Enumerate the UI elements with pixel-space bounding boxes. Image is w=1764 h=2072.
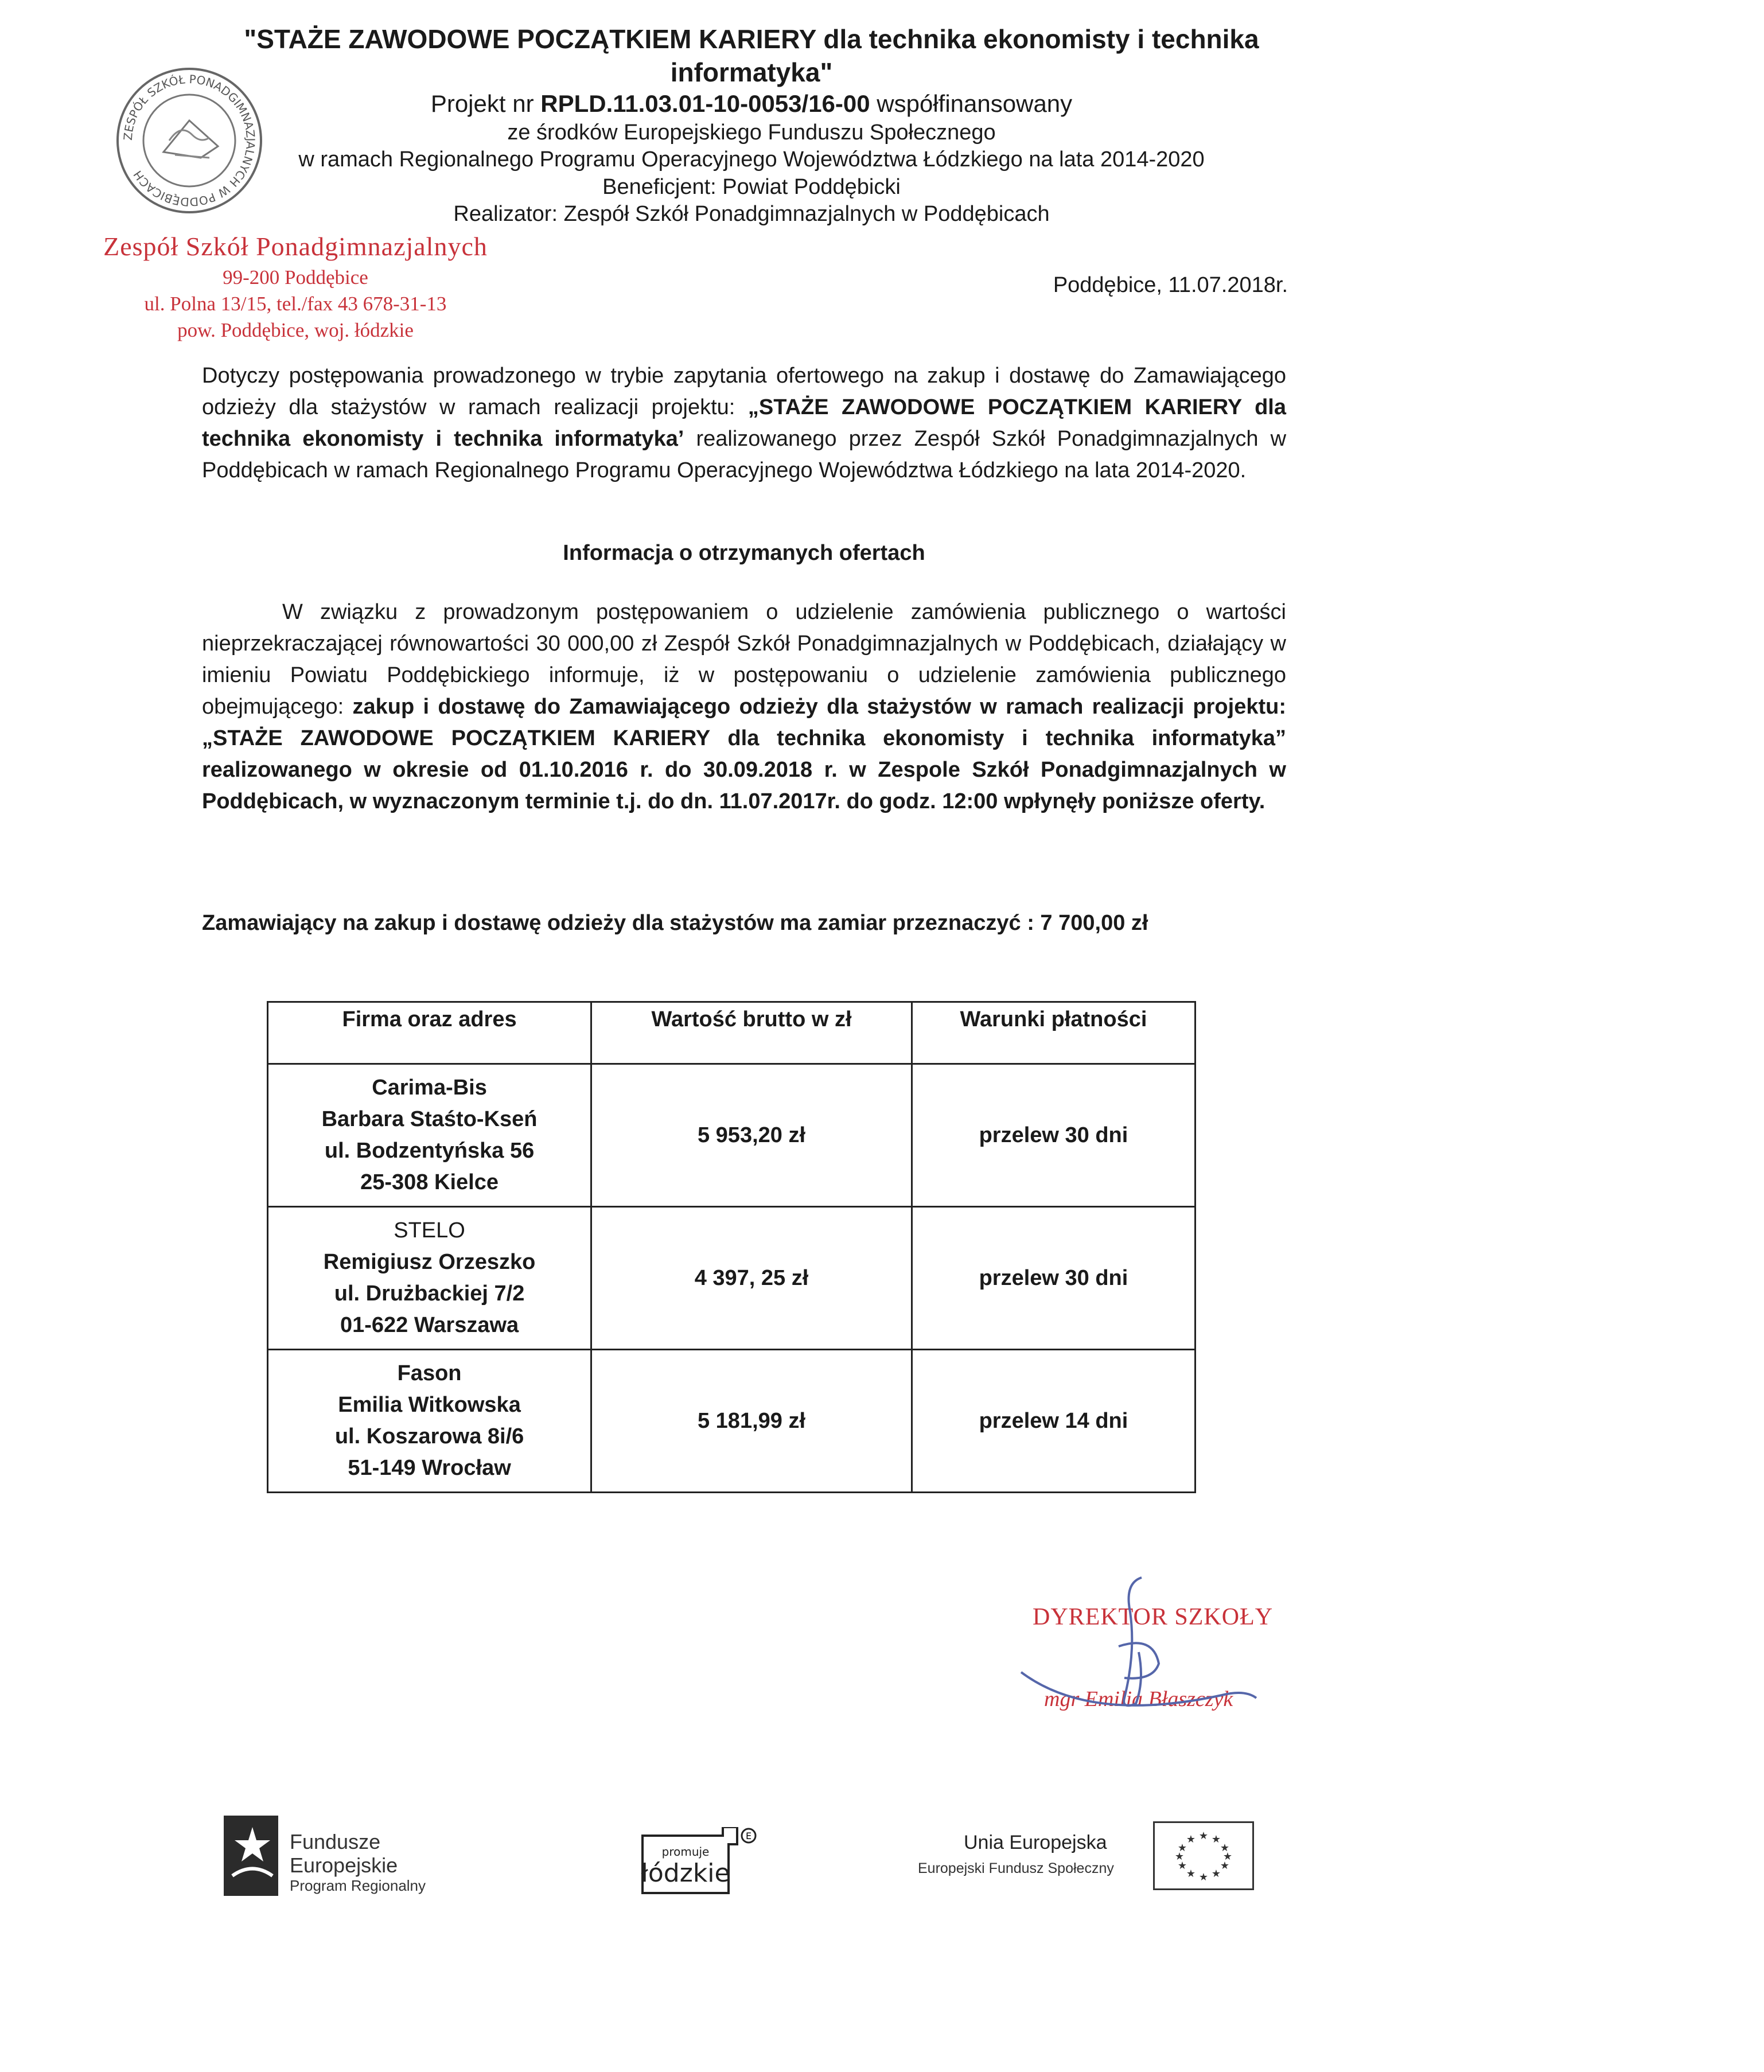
- budget-statement: Zamawiający na zakup i dostawę odzieży dla stażystów ma zamiar przeznaczyć : 7 700,00 zł: [202, 911, 1148, 935]
- stamp-region: pow. Poddębice, woj. łódzkie: [177, 319, 414, 342]
- body-paragraph: [202, 597, 1286, 817]
- firm-name: Carima-Bis: [372, 1076, 487, 1100]
- value-cell: 4 397, 25 zł: [591, 1207, 912, 1350]
- body-bold-text: zakup i dostawę do Zamawiającego odzieży dla stażystów w ramach realizacji projektu: „STAŻE ZAWODOWE POCZĄTKIEM KARIERY dla technika ekonomisty i technika informatyka” realizowanego w okresie od 01.10.2016 r. do 30.09.2018 r. w Zespole Szkół Ponadgimnazjalnych w Poddębicach, w wyznaczonym terminie t.j. do dn. 11.07.2017r. do godz. 12:00 wpłynęły poniższe oferty.: [202, 695, 1286, 813]
- value-cell: 5 181,99 zł: [591, 1350, 912, 1493]
- svg-text:★: ★: [1198, 1830, 1209, 1842]
- stamp-street: ul. Polna 13/15, tel./fax 43 678-31-13: [144, 292, 447, 315]
- header-line-implementer: Realizator: Zespół Szkół Ponadgimnazjalnych w Poddębicach: [453, 202, 1050, 226]
- firm-cell: [268, 1350, 591, 1493]
- fe-star-icon: [221, 1813, 281, 1899]
- project-title: "STAŻE ZAWODOWE POCZĄTKIEM KARIERY dla technika ekonomisty i technika informatyka": [244, 24, 1259, 87]
- intro-text-start: Dotyczy postępowania prowadzonego w trybie zapytania ofertowego na zakup i dostawę do Zamawiającego odzieży dla stażystów w ramach realizacji projektu:: [202, 364, 1286, 419]
- firm-street: ul. Bodzentyńska 56: [324, 1139, 535, 1163]
- value-cell: 5 953,20 zł: [591, 1064, 912, 1207]
- table-row: [268, 1064, 1196, 1207]
- firm-name: Fason: [397, 1361, 462, 1385]
- svg-text:ZESPÓŁ SZKÓŁ PONADGIMNAZJALNYC: ZESPÓŁ SZKÓŁ PONADGIMNAZJALNYCH W PODDĘBICACH: [120, 72, 258, 209]
- svg-text:★: ★: [1211, 1868, 1221, 1880]
- terms-cell: przelew 14 dni: [912, 1350, 1195, 1493]
- offers-table: [267, 1001, 1196, 1493]
- project-prefix: Projekt nr: [430, 90, 534, 117]
- director-signature: [1010, 1566, 1285, 1738]
- table-row: [268, 1350, 1196, 1493]
- intro-project-name: „STAŻE ZAWODOWE POCZĄTKIEM KARIERY dla technika ekonomisty i technika informatyka’: [202, 395, 1286, 451]
- intro-text-end: realizowanego przez Zespół Szkół Ponadgimnazjalnych w Poddębicach w ramach Regionalnego Programu Operacyjnego Województwa Łódzkiego na lata 2014-2020.: [202, 427, 1287, 482]
- body-text: W związku z prowadzonym postępowaniem o udzielenie zamówienia publicznego o wartości nieprzekraczającej równowartości 30 000,00 zł Zespół Szkół Ponadgimnazjalnych w Poddębicach, działający w imieniu Powiatu Poddębickiego informuje, iż w postępowaniu o udzielenie zamówienia publicznego obejmującego:: [202, 600, 1286, 719]
- signature-title: DYREKTOR SZKOŁY: [1033, 1604, 1274, 1630]
- svg-text:★: ★: [1177, 1860, 1187, 1872]
- firm-street: ul. Drużbackiej 7/2: [334, 1282, 525, 1306]
- project-number-line: [189, 89, 1314, 119]
- intro-paragraph: [202, 360, 1286, 486]
- svg-text:★: ★: [1211, 1833, 1221, 1845]
- svg-text:★: ★: [1177, 1842, 1187, 1854]
- firm-city: 01-622 Warszawa: [340, 1313, 519, 1337]
- unia-europejska-logo: [912, 1821, 1268, 1896]
- svg-text:★: ★: [1220, 1842, 1230, 1854]
- firm-cell: [268, 1064, 591, 1207]
- school-round-stamp: [115, 66, 264, 215]
- signature-name: mgr Emilia Błaszczyk: [1044, 1687, 1233, 1711]
- school-address-stamp: [95, 229, 496, 344]
- column-header-firm: Firma oraz adres: [268, 1002, 591, 1064]
- table-header-row: [268, 1002, 1196, 1064]
- lodz-small-text: promuje: [661, 1845, 710, 1859]
- terms-cell: przelew 30 dni: [912, 1207, 1195, 1350]
- firm-owner: Emilia Witkowska: [338, 1393, 521, 1417]
- fe-line3: Program Regionalny: [290, 1876, 426, 1894]
- header-line-beneficiary: Beneficjent: Powiat Poddębicki: [602, 174, 901, 199]
- ue-line2: Europejski Fundusz Społeczny: [918, 1860, 1114, 1876]
- ue-line1: Unia Europejska: [964, 1832, 1107, 1853]
- project-number: RPLD.11.03.01-10-0053/16-00: [540, 90, 870, 117]
- firm-name: STELO: [394, 1218, 465, 1243]
- column-header-value: Wartość brutto w zł: [591, 1002, 912, 1064]
- promuje-lodzkie-logo: [637, 1827, 760, 1899]
- header-line-funding: ze środków Europejskiego Funduszu Społecznego: [507, 120, 996, 145]
- eu-flag-icon: [1153, 1821, 1254, 1890]
- document-date: Poddębice, 11.07.2018r.: [1053, 273, 1288, 297]
- firm-street: ul. Koszarowa 8i/6: [334, 1424, 524, 1448]
- stamp-school-name: Zespół Szkół Ponadgimnazjalnych: [103, 232, 488, 261]
- firm-owner: Barbara Staśto-Kseń: [321, 1107, 538, 1131]
- fe-line2: Europejskie: [290, 1853, 398, 1878]
- fundusze-europejskie-logo: [221, 1813, 462, 1910]
- svg-text:E: E: [745, 1830, 752, 1841]
- svg-text:★: ★: [1198, 1871, 1209, 1883]
- project-suffix: współfinansowany: [877, 90, 1073, 117]
- stamp-postal-code: 99-200 Poddębice: [223, 266, 368, 289]
- firm-owner: Remigiusz Orzeszko: [323, 1250, 536, 1274]
- firm-city: 51-149 Wrocław: [348, 1456, 511, 1480]
- header-line-program: w ramach Regionalnego Programu Operacyjnego Województwa Łódzkiego na lata 2014-2020: [298, 147, 1205, 172]
- fe-line1: Fundusze: [290, 1830, 381, 1853]
- svg-text:★: ★: [1220, 1860, 1230, 1872]
- section-heading: Informacja o otrzymanych ofertach: [563, 541, 925, 565]
- column-header-terms: Warunki płatności: [912, 1002, 1195, 1064]
- svg-text:★: ★: [1222, 1851, 1233, 1863]
- table-row: [268, 1207, 1196, 1350]
- svg-text:★: ★: [1186, 1833, 1196, 1845]
- document-header: [189, 23, 1314, 228]
- lodz-big-text: łódzkie: [641, 1859, 730, 1888]
- firm-city: 25-308 Kielce: [360, 1170, 499, 1194]
- svg-text:★: ★: [1174, 1851, 1185, 1863]
- terms-cell: przelew 30 dni: [912, 1064, 1195, 1207]
- handwritten-signature-icon: [1010, 1566, 1285, 1738]
- svg-text:★: ★: [1186, 1868, 1196, 1880]
- firm-cell: [268, 1207, 591, 1350]
